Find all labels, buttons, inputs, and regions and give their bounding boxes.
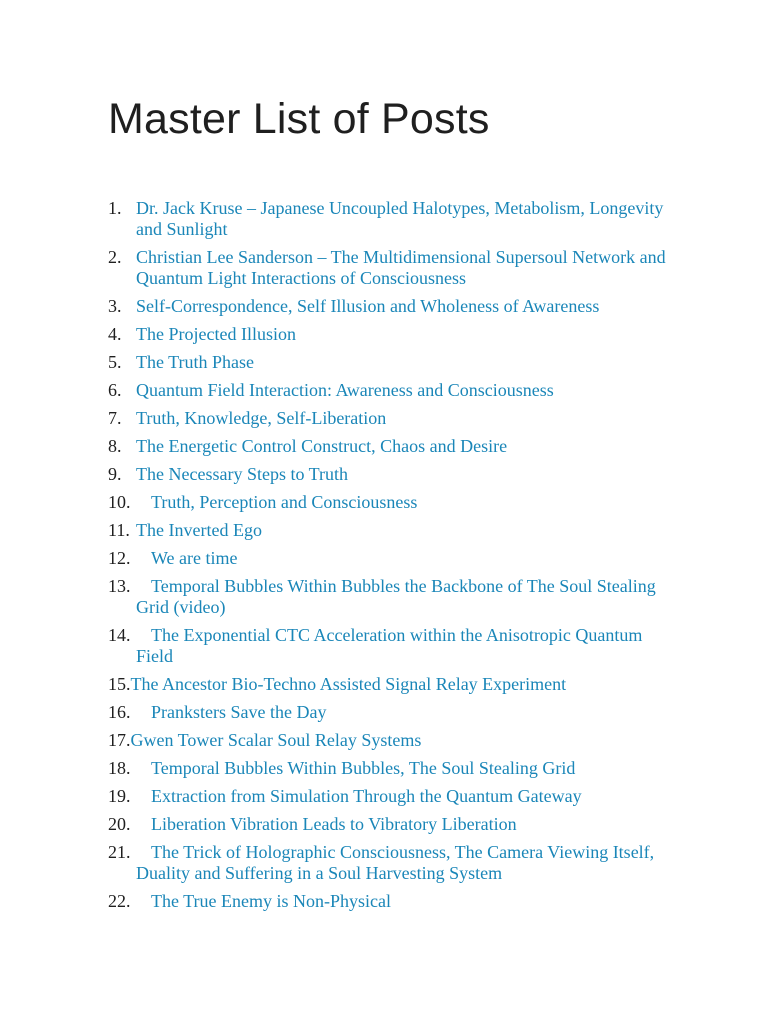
list-number: 16. bbox=[108, 702, 131, 722]
list-item bbox=[108, 296, 668, 317]
list-number: 15. bbox=[108, 674, 131, 694]
post-link[interactable]: The Trick of Holographic Consciousness, The Camera Viewing Itself, Duality and Suffering in a Soul Harvesting System bbox=[136, 842, 655, 883]
post-link[interactable]: Truth, Perception and Consciousness bbox=[151, 492, 418, 512]
list-item bbox=[108, 702, 668, 723]
list-item bbox=[108, 324, 668, 345]
list-item bbox=[108, 352, 668, 373]
list-number: 3. bbox=[108, 296, 122, 316]
list-item bbox=[108, 492, 668, 513]
list-number: 20. bbox=[108, 814, 131, 834]
post-link[interactable]: The Energetic Control Construct, Chaos and Desire bbox=[136, 436, 508, 456]
list-number: 12. bbox=[108, 548, 131, 568]
list-number: 21. bbox=[108, 842, 131, 862]
post-link[interactable]: Pranksters Save the Day bbox=[151, 702, 327, 722]
list-item bbox=[108, 730, 668, 751]
post-link[interactable]: We are time bbox=[151, 548, 238, 568]
list-item bbox=[108, 436, 668, 457]
list-number: 13. bbox=[108, 576, 131, 596]
list-item bbox=[108, 891, 668, 912]
list-number: 7. bbox=[108, 408, 122, 428]
post-list bbox=[108, 198, 668, 919]
list-number: 18. bbox=[108, 758, 131, 778]
list-item bbox=[108, 814, 668, 835]
list-number: 11. bbox=[108, 520, 130, 540]
list-item bbox=[108, 247, 668, 289]
list-item bbox=[108, 576, 668, 618]
list-item bbox=[108, 380, 668, 401]
list-item bbox=[108, 464, 668, 485]
list-item bbox=[108, 198, 668, 240]
post-link[interactable]: Gwen Tower Scalar Soul Relay Systems bbox=[130, 730, 422, 750]
post-link[interactable]: Dr. Jack Kruse – Japanese Uncoupled Halotypes, Metabolism, Longevity and Sunlight bbox=[136, 198, 664, 239]
list-item bbox=[108, 625, 668, 667]
list-item bbox=[108, 548, 668, 569]
list-number: 14. bbox=[108, 625, 131, 645]
post-link[interactable]: The Truth Phase bbox=[136, 352, 255, 372]
list-item bbox=[108, 758, 668, 779]
post-link[interactable]: Liberation Vibration Leads to Vibratory Liberation bbox=[151, 814, 517, 834]
post-link[interactable]: The Projected Illusion bbox=[136, 324, 296, 344]
list-number: 22. bbox=[108, 891, 131, 911]
post-link[interactable]: Temporal Bubbles Within Bubbles, The Soul Stealing Grid bbox=[151, 758, 576, 778]
post-link[interactable]: Christian Lee Sanderson – The Multidimensional Supersoul Network and Quantum Light Interactions of Consciousness bbox=[136, 247, 666, 288]
post-link[interactable]: The Exponential CTC Acceleration within the Anisotropic Quantum Field bbox=[136, 625, 643, 666]
list-number: 9. bbox=[108, 464, 122, 484]
list-number: 2. bbox=[108, 247, 122, 267]
post-link[interactable]: The True Enemy is Non-Physical bbox=[151, 891, 391, 911]
post-link[interactable]: The Necessary Steps to Truth bbox=[136, 464, 348, 484]
list-number: 5. bbox=[108, 352, 122, 372]
list-item bbox=[108, 786, 668, 807]
list-number: 19. bbox=[108, 786, 131, 806]
list-item bbox=[108, 408, 668, 429]
list-number: 6. bbox=[108, 380, 122, 400]
post-link[interactable]: Truth, Knowledge, Self-Liberation bbox=[136, 408, 387, 428]
post-link[interactable]: Temporal Bubbles Within Bubbles the Backbone of The Soul Stealing Grid (video) bbox=[136, 576, 656, 617]
list-item bbox=[108, 674, 668, 695]
post-link[interactable]: Extraction from Simulation Through the Quantum Gateway bbox=[151, 786, 582, 806]
page-title: Master List of Posts bbox=[108, 95, 490, 143]
list-number: 17. bbox=[108, 730, 131, 750]
list-item bbox=[108, 520, 668, 541]
list-item bbox=[108, 842, 668, 884]
post-link[interactable]: Self-Correspondence, Self Illusion and Wholeness of Awareness bbox=[136, 296, 600, 316]
list-number: 8. bbox=[108, 436, 122, 456]
list-number: 1. bbox=[108, 198, 122, 218]
post-link[interactable]: Quantum Field Interaction: Awareness and Consciousness bbox=[136, 380, 554, 400]
list-number: 10. bbox=[108, 492, 131, 512]
post-link[interactable]: The Ancestor Bio-Techno Assisted Signal Relay Experiment bbox=[130, 674, 567, 694]
list-number: 4. bbox=[108, 324, 122, 344]
post-link[interactable]: The Inverted Ego bbox=[136, 520, 262, 540]
